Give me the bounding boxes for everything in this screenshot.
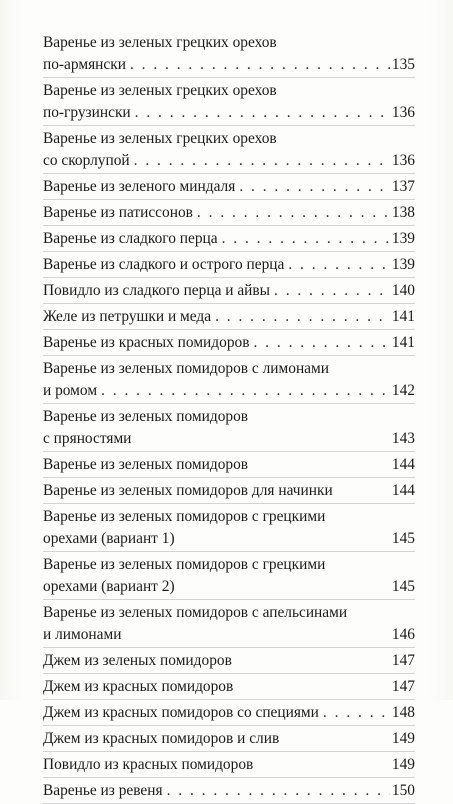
toc-entry-title: Варенье из зеленых помидоров	[43, 408, 249, 425]
toc-entry-line	[43, 702, 415, 724]
dot-leader	[274, 280, 390, 302]
toc-entry-line	[43, 480, 415, 502]
toc-entry	[43, 452, 415, 478]
toc-entry-line	[43, 254, 415, 276]
toc-entry-line	[43, 150, 415, 172]
page-number: 145	[391, 578, 415, 595]
toc-entry-line	[43, 754, 415, 776]
page-number: 141	[391, 308, 415, 325]
toc-entry-title: Варенье из зеленого миндаля	[43, 178, 236, 195]
toc-entry-line	[43, 506, 415, 528]
toc-entry	[43, 200, 415, 226]
toc-entry-line	[43, 176, 415, 198]
toc-entry	[43, 226, 415, 252]
toc-entry-title: Варенье из зеленых помидоров	[43, 456, 249, 473]
dot-leader	[253, 332, 389, 354]
toc-entry-line	[43, 128, 415, 150]
toc-entry-line	[43, 32, 415, 54]
toc-entry-title: Джем из красных помидоров со специями	[43, 704, 319, 721]
toc-entry-title: Варенье из зеленых грецких орехов	[43, 82, 277, 99]
page-number: 139	[391, 256, 415, 273]
dot-leader	[197, 202, 390, 224]
dot-leader	[134, 150, 390, 172]
toc-entry-title: Джем из красных помидоров	[43, 678, 234, 695]
toc-entry-title: Желе из петрушки и меда	[43, 308, 212, 325]
page-number: 149	[391, 730, 415, 747]
page-number: 145	[391, 530, 415, 547]
toc-entry-line	[43, 332, 415, 354]
toc-entry	[43, 504, 415, 552]
toc-entry-title: по-грузински	[43, 104, 131, 121]
toc-entry-line	[43, 228, 415, 250]
page-number: 139	[391, 230, 415, 247]
toc-entry-line	[43, 676, 415, 698]
page-number: 143	[391, 430, 415, 447]
page-number: 135	[391, 56, 415, 73]
toc-entry-title: по-армянски	[43, 56, 126, 73]
page-number: 136	[391, 152, 415, 169]
toc-entry-line	[43, 202, 415, 224]
toc-entry-line	[43, 780, 415, 802]
toc-entry-title: Джем из красных помидоров и слив	[43, 730, 280, 747]
toc-entry-line	[43, 358, 415, 380]
toc-entry-line	[43, 428, 415, 450]
dot-leader	[239, 176, 390, 198]
toc-entry-line	[43, 406, 415, 428]
page-number: 148	[391, 704, 415, 721]
toc-entry-line	[43, 454, 415, 476]
toc-entry-line	[43, 306, 415, 328]
page-number: 147	[391, 678, 415, 695]
toc-entry-line	[43, 102, 415, 124]
toc-entry	[43, 174, 415, 200]
dot-leader	[135, 102, 390, 124]
page-number: 142	[391, 382, 415, 399]
toc-entry	[43, 330, 415, 356]
toc-entry	[43, 648, 415, 674]
dot-leader	[215, 306, 390, 328]
toc-entry-title: Джем из зеленых помидоров	[43, 652, 232, 669]
toc-entry	[43, 726, 415, 752]
toc-entry	[43, 126, 415, 174]
toc-entry-title: орехами (вариант 1)	[43, 530, 175, 547]
page-number: 150	[391, 782, 415, 799]
toc-entry-line	[43, 528, 415, 550]
toc-entry-line	[43, 280, 415, 302]
toc-entry	[43, 278, 415, 304]
toc-entry-title: орехами (вариант 2)	[43, 578, 175, 595]
toc-entry-title: Варенье из зеленых грецких орехов	[43, 130, 277, 147]
toc-entry	[43, 78, 415, 126]
toc-entry-title: Повидло из сладкого перца и айвы	[43, 282, 271, 299]
dot-leader	[101, 380, 390, 402]
toc-entry	[43, 478, 415, 504]
toc-entry-line	[43, 80, 415, 102]
page-number: 137	[391, 178, 415, 195]
dot-leader	[222, 228, 390, 250]
toc-entry-line	[43, 54, 415, 76]
toc-entry-line	[43, 380, 415, 402]
toc-entry-title: и лимонами	[43, 626, 122, 643]
toc-entry-line	[43, 554, 415, 576]
toc-entry-title: Варенье из зеленых грецких орехов	[43, 34, 277, 51]
toc-entry-title: Варенье из красных помидоров	[43, 334, 250, 351]
toc-entry	[43, 752, 415, 778]
toc-entry	[43, 778, 415, 804]
toc-entry	[43, 700, 415, 726]
page-number: 136	[391, 104, 415, 121]
toc-entry	[43, 252, 415, 278]
toc-entry	[43, 552, 415, 600]
dot-leader	[288, 254, 390, 276]
toc-entry-title: Варенье из патиссонов	[43, 204, 193, 221]
page-number: 144	[391, 482, 415, 499]
toc-entry	[43, 600, 415, 648]
toc-entry-title: Варенье из зеленых помидоров с грецкими	[43, 556, 326, 573]
toc-entry-title: Варенье из зеленых помидоров с апельсинами	[43, 604, 348, 621]
toc-entry-title: с пряностями	[43, 430, 132, 447]
toc-entry-title: Варенье из зеленых помидоров для начинки	[43, 482, 333, 499]
toc-entry-title: Варенье из сладкого перца	[43, 230, 218, 247]
toc-entry	[43, 304, 415, 330]
table-of-contents	[43, 30, 415, 804]
page-number: 140	[391, 282, 415, 299]
toc-entry	[43, 356, 415, 404]
page-number: 147	[391, 652, 415, 669]
toc-entry	[43, 404, 415, 452]
toc-entry-line	[43, 728, 415, 750]
page-number: 144	[391, 456, 415, 473]
toc-entry-line	[43, 602, 415, 624]
toc-entry-line	[43, 624, 415, 646]
toc-entry-title: Варенье из зеленых помидоров с лимонами	[43, 360, 329, 377]
toc-entry-title: Варенье из зеленых помидоров с грецкими	[43, 508, 326, 525]
dot-leader	[167, 780, 390, 802]
toc-entry	[43, 674, 415, 700]
page-number: 141	[391, 334, 415, 351]
page-number: 146	[391, 626, 415, 643]
page-number: 149	[391, 756, 415, 773]
toc-entry-title: Повидло из красных помидоров	[43, 756, 254, 773]
toc-entry-title: со скорлупой	[43, 152, 130, 169]
dot-leader	[130, 54, 390, 76]
toc-entry-line	[43, 650, 415, 672]
dot-leader	[323, 702, 390, 724]
toc-entry-title: Варенье из сладкого и острого перца	[43, 256, 285, 273]
toc-entry-title: Варенье из ревеня	[43, 782, 163, 799]
toc-entry	[43, 30, 415, 78]
toc-entry-title: и ромом	[43, 382, 98, 399]
page-number: 138	[391, 204, 415, 221]
toc-entry-line	[43, 576, 415, 598]
